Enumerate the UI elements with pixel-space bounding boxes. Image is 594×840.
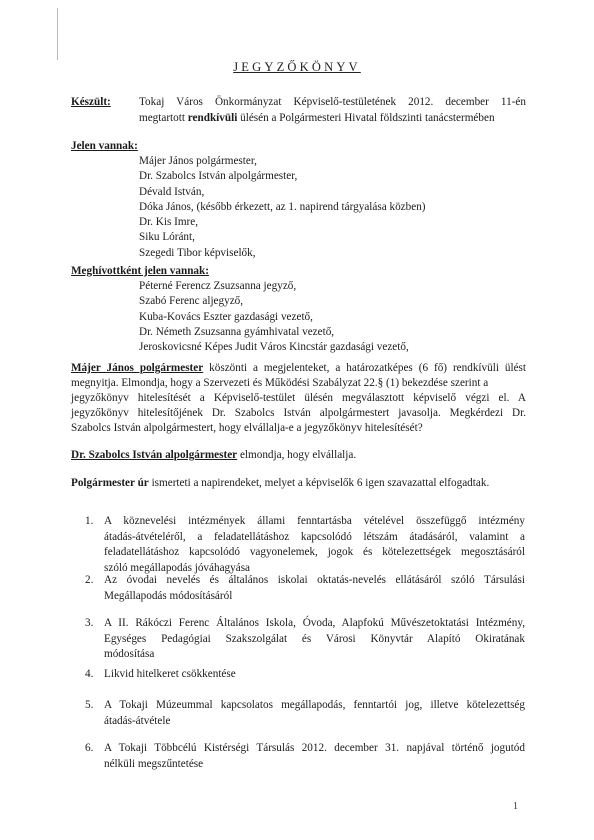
para2: Dr. Szabolcs István alpolgármester elmondja, hogy elvállalja. <box>71 449 357 461</box>
page-number: 1 <box>513 801 518 812</box>
keszult-line-2: megtartott rendkívüli ülésén a Polgármesteri Hivatal földszinti tanácstermében <box>139 112 495 124</box>
invitee: Péterné Ferencz Zsuzsanna jegyző, <box>139 280 297 292</box>
document-title: JEGYZŐKÖNYV <box>233 60 361 74</box>
attendee: Dóka János, (később érkezett, az 1. napirend tárgyalása közben) <box>139 200 426 213</box>
invitee: Dr. Németh Zsuzsanna gyámhivatal vezető, <box>139 325 335 338</box>
speaker-deputy-mayor: Dr. Szabolcs István alpolgármester <box>71 449 238 461</box>
para1-line-3: jegyzőkönyv hitelesítését a Képviselő-testület ülésén megválasztott képviselő végzi el. A <box>71 392 526 404</box>
attendee: Szegedi Tibor képviselők, <box>139 246 256 259</box>
invitee: Jeroskovicsné Képes Judit Város Kincstár gazdasági vezető, <box>139 341 409 354</box>
para1-line-5: Szabolcs István alpolgármestert, hogy elvállalja-e a jegyzőkönyv hitelesítését? <box>71 422 423 434</box>
agenda-item-5: 5. A Tokaji Múzeummal kapcsolatos megállapodás, fenntartói jog, illetve kötelezettség átadás-átvétele <box>85 699 525 727</box>
para1-line-2: megnyitja. Elmondja, hogy a Szervezeti és Működési Szabályzat 22.§ (1) bekezdése szerint a <box>71 377 489 389</box>
para1-line-4: jegyzőkönyv hitelesítőjének Dr. Szabolcs István alpolgármestert javasolja. Megkérdezi Dr. <box>71 407 526 419</box>
agenda-item-1: 1. A köznevelési intézmények állami fenntartásba vételével összefüggő intézmény átadás-átvételéről, a feladatellátáshoz kapcsolódó létszám átadásáról, valamint a feladatellátáshoz kapcsolódó vagyonelemek, jogok és kötelezettségek megosztásáról szóló megállapodás jóváhagyása <box>85 515 525 574</box>
keszult-line-1: Tokaj Város Önkormányzat Képviselő-testületének 2012. december 11-én <box>139 96 526 108</box>
attendee: Májer János polgármester, <box>139 155 257 167</box>
invitee: Kuba-Kovács Eszter gazdasági vezető, <box>139 310 313 323</box>
attendee: Dévald István, <box>139 185 205 198</box>
agenda-item-2: 2. Az óvodai nevelés és általános iskolai oktatás-nevelés ellátásáról szóló Társulási Megállapodás módosításáról <box>85 574 525 602</box>
para1-line-1: Májer János polgármester köszönti a megjelenteket, a határozatképes (6 fő) rendkívüli ülést <box>71 362 527 374</box>
attendee: Siku Lóránt, <box>139 231 195 244</box>
attendee: Dr. Kis Imre, <box>139 216 199 229</box>
speaker-mayor: Májer János polgármester <box>71 362 204 374</box>
jelen-names <box>139 154 426 261</box>
agenda-item-3: 3. A II. Rákóczi Ferenc Általános Iskola, Óvoda, Alapfokú Művészetoktatási Intézmény, Egységes Pedagógiai Szakszolgálat és Városi Könyvtár Alapító Okiratának módosítása <box>85 617 525 661</box>
jelen-label: Jelen vannak: <box>71 140 138 152</box>
keszult-label: Készült: <box>71 96 111 108</box>
scan-edge-mark <box>57 8 58 60</box>
invitee: Szabó Ferenc aljegyző, <box>139 295 244 308</box>
agenda-item-4: 4. Likvid hitelkeret csökkentése <box>85 668 236 680</box>
para3: Polgármester úr ismerteti a napirendeket, melyet a képviselők 6 igen szavazattal elfogadtak. <box>71 477 490 489</box>
agenda-item-6: 6. A Tokaji Többcélú Kistérségi Társulás 2012. december 31. napjával történő jogutód nélküli megszűntetése <box>85 742 525 770</box>
meghivott-names <box>139 279 409 355</box>
attendee: Dr. Szabolcs István alpolgármester, <box>139 170 298 183</box>
speaker-mayor-short: Polgármester úr <box>71 477 149 489</box>
meghivott-label: Meghívottként jelen vannak: <box>71 265 209 277</box>
